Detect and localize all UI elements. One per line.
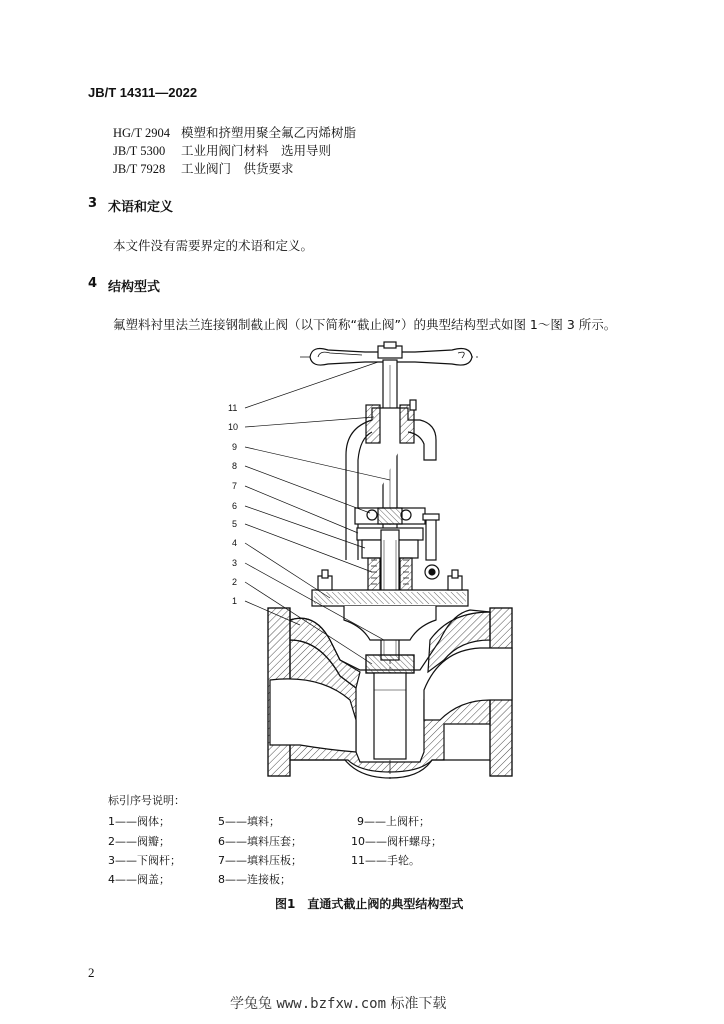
reference-title: 模塑和挤塑用聚全氟乙丙烯树脂	[181, 125, 357, 140]
figure-key-title: 标引序号说明：	[108, 794, 185, 807]
section-3-number: 3	[88, 196, 98, 211]
callout-1: 1	[232, 596, 238, 606]
footer-brand: 学兔兔	[230, 996, 272, 1012]
section-4-text: 氟塑料衬里法兰连接钢制截止阀（以下简称“截止阀”）的典型结构型式如图 1～图 3 所示。	[113, 317, 617, 332]
reference-code: HG/T 2904	[113, 126, 171, 140]
footer-tagline: 标准下载	[390, 996, 447, 1012]
callout-11: 11	[228, 403, 238, 413]
callout-5: 5	[232, 519, 238, 529]
callout-9: 9	[232, 442, 238, 452]
key-item-1: 1——阀体；	[108, 815, 170, 828]
callout-6: 6	[232, 501, 238, 511]
reference-title: 工业用阀门材料 选用导则	[181, 143, 332, 158]
callout-4: 4	[232, 538, 238, 548]
footer-watermark	[230, 993, 446, 1013]
key-item-7: 7——填料压板；	[218, 854, 302, 867]
section-3-title: 术语和定义	[108, 200, 174, 215]
callout-2: 2	[232, 577, 238, 587]
section-4-title: 结构型式	[108, 280, 161, 295]
key-item-8: 8——连接板；	[218, 873, 291, 886]
footer-site-link[interactable]: www.bzfxw.com	[276, 996, 387, 1012]
callout-3: 3	[232, 558, 238, 568]
reference-code: JB/T 7928	[113, 162, 166, 176]
page-number: 2	[88, 965, 95, 980]
callout-8: 8	[232, 461, 238, 471]
key-item-11: 11——手轮。	[351, 854, 420, 867]
document-id: JB/T 14311—2022	[88, 85, 198, 100]
reference-code: JB/T 5300	[113, 144, 166, 158]
callout-7: 7	[232, 481, 238, 491]
key-item-10: 10——阀杆螺母；	[351, 835, 442, 848]
figure-caption: 图1 直通式截止阀的典型结构型式	[275, 897, 464, 911]
key-item-4: 4——阀盖；	[108, 873, 170, 886]
callout-10: 10	[228, 422, 239, 432]
section-4-number: 4	[88, 276, 98, 291]
key-item-6: 6——填料压套；	[218, 835, 302, 848]
key-item-2: 2——阀瓣；	[108, 835, 170, 848]
key-item-9: 9——上阀杆；	[357, 815, 430, 828]
section-3-text: 本文件没有需要界定的术语和定义。	[113, 238, 314, 253]
reference-title: 工业阀门 供货要求	[181, 161, 294, 176]
key-item-3: 3——下阀杆；	[108, 854, 181, 867]
key-item-5: 5——填料；	[218, 815, 280, 828]
